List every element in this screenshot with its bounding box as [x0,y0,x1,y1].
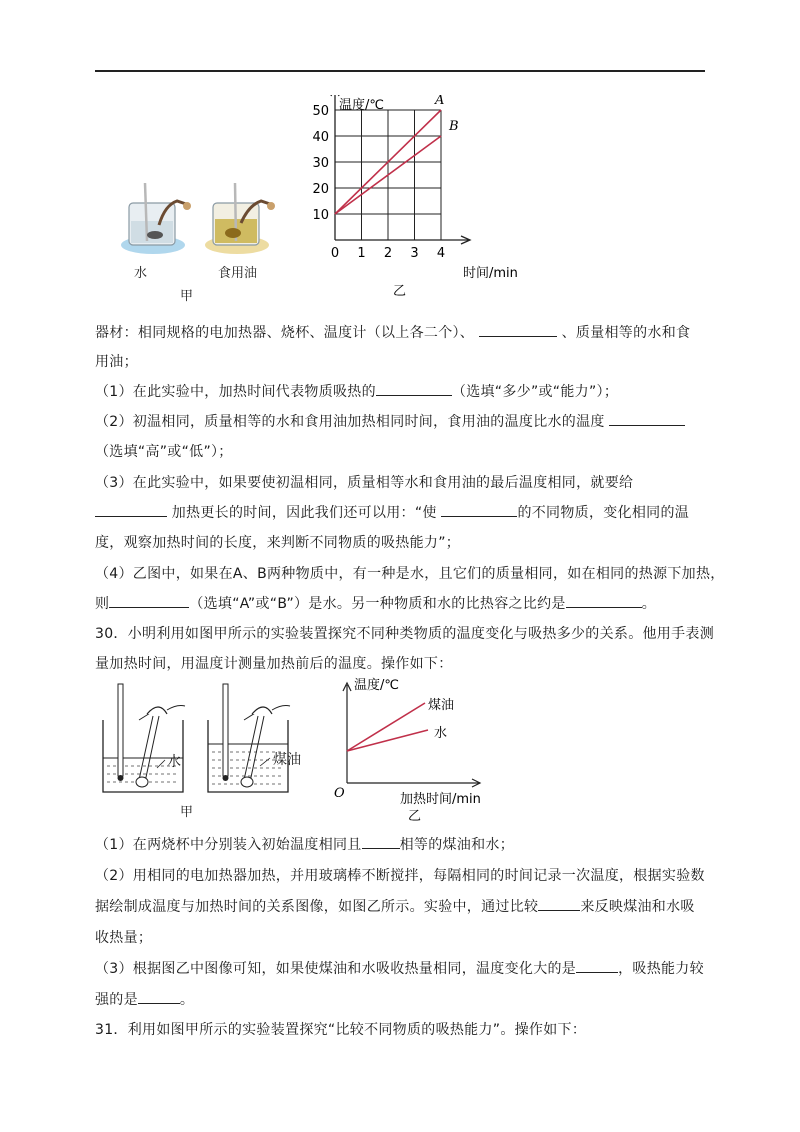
chart-axes [331,95,470,244]
answer-blank[interactable] [538,896,580,911]
equipment-text-1: 器材：相同规格的电加热器、烧杯、温度计（以上各二个）、 [95,325,479,341]
p30-q2-text-b2: 来反映煤油和水吸 [580,899,695,915]
question-4-text-b2: （选填“A”或“B”）是水。另一种物质和水的比热容之比约是 [189,596,566,612]
header-rule [95,70,705,72]
equipment-line-1 [95,322,690,342]
y-tick-label: 10 [312,208,329,223]
question-4-text-b1: 则 [95,596,110,612]
p30-q3-text-b2: 。 [179,992,195,1008]
answer-blank[interactable] [609,411,685,426]
question-3-text-b2: 的不同物质，变化相同的温 [517,505,690,521]
series-label-b: B [449,119,459,134]
answer-blank[interactable] [138,989,180,1004]
beaker-label-oil: 食用油 [218,266,258,281]
answer-blank[interactable] [566,593,642,608]
chart-2-y-label: 温度/℃ [354,678,399,693]
equipment-text-2: 、质量相等的水和食 [556,325,691,341]
p30-q2-text-b1: 据绘制成温度与加热时间的关系图像，如图乙所示。实验中，通过比较 [95,899,539,915]
question-4-text-b3: 。 [641,596,657,612]
question-3-text-b1: 加热更长的时间，因此我们还可以用：“使 [167,505,442,521]
chart-x-axis-label: 时间/min [463,266,518,281]
chart-y-axis-label: 温度/℃ [339,98,384,113]
answer-blank[interactable] [95,502,167,517]
y-tick-label: 20 [312,182,329,197]
thermometer-icon [118,684,123,776]
heater-icon [252,707,272,714]
problem-30-question-2-line-2 [95,896,695,916]
series-label-a: A [435,95,445,108]
question-4-line-2 [95,593,656,613]
x-tick-label: 0 [330,246,340,261]
question-2-line-1 [95,411,685,431]
answer-blank[interactable] [576,958,618,973]
problem-30-question-3-line-2 [95,989,194,1009]
heater-icon [147,707,167,714]
p30-q1-text-b: 相等的煤油和水； [399,837,515,853]
kerosene-line-label: 煤油 [428,698,455,713]
p30-q3-text-a2: ，吸热能力较 [618,961,704,977]
x-tick-label: 3 [410,246,419,261]
water-line [347,730,428,751]
problem-30-question-2-line-1: （2）用相同的电加热器加热，并用玻璃棒不断搅拌，每隔相同的时间记录一次温度，根据实验数 [95,868,705,884]
x-tick-label: 1 [357,246,366,261]
p30-q3-text-a1: （3）根据图乙中图像可知，如果使煤油和水吸收热量相同，温度变化大的是 [95,961,577,977]
beaker-label-water: 水 [134,266,148,281]
y-tick-label: 40 [312,130,329,145]
question-2-line-2: （选填“高”或“低”）； [95,444,233,460]
kerosene-line [347,703,425,751]
beaker-label-water-2: 水 [167,754,181,770]
p30-q3-text-b1: 强的是 [95,992,138,1008]
question-2-text-a: （2）初温相同，质量相等的水和食用油加热相同时间，食用油的温度比水的温度 [95,414,610,430]
x-tick-label: 2 [383,246,393,261]
answer-blank[interactable] [109,593,189,608]
question-3-line-1: （3）在此实验中，如果要使初温相同，质量相等水和食用油的最后温度相同，就要给 [95,475,634,491]
problem-30-line-1: 30．小明利用如图甲所示的实验装置探究不同种类物质的温度变化与吸热多少的关系。他用手表测 [95,626,715,642]
chart-2-origin: O [334,786,345,801]
figure-caption-jia: 甲 [180,289,194,304]
p30-q1-text-a: （1）在两烧杯中分别装入初始温度相同且 [95,837,362,853]
y-tick-label: 50 [312,104,329,119]
chart-2-x-label: 加热时间/min [400,792,481,807]
problem-30-line-2: 量加热时间，用温度计测量加热前后的温度。操作如下： [95,656,453,672]
question-1 [95,381,618,401]
y-tick-label: 30 [312,156,329,171]
answer-blank[interactable] [479,322,557,337]
problem-30-question-3-line-1 [95,958,704,978]
kerosene-water-chart [330,675,500,825]
answer-blank[interactable] [362,834,400,849]
question-1-text-a: （1）在此实验中，加热时间代表物质吸热的 [95,384,376,400]
question-1-text-b: （选填“多少”或“能力”）； [451,384,619,400]
question-3-line-3: 度，观察加热时间的长度，来判断不同物质的吸热能力”； [95,535,461,551]
thermometer-icon [223,684,228,776]
question-3-line-2 [95,502,689,522]
figure-caption-yi: 乙 [393,284,407,299]
answer-blank[interactable] [441,502,517,517]
problem-30-question-2-line-3: 收热量； [95,930,153,946]
figure-2-caption-jia: 甲 [180,805,194,820]
question-4-line-1: （4）乙图中，如果在A、B两种物质中，有一种是水，且它们的质量相同，如在相同的热源下加热， [95,566,725,582]
problem-31-line-1: 31．利用如图甲所示的实验装置探究“比较不同物质的吸热能力”。操作如下： [95,1022,587,1038]
answer-blank[interactable] [376,381,452,396]
problem-30-question-1 [95,834,514,854]
equipment-line-2: 用油； [95,354,138,370]
temperature-time-chart [305,95,535,300]
beakers-figure-2 [95,680,325,815]
beaker-label-kerosene: 煤油 [273,752,301,768]
x-tick-label: 4 [436,246,446,261]
figure-2-caption-yi: 乙 [408,809,422,824]
water-line-label: 水 [434,726,448,741]
